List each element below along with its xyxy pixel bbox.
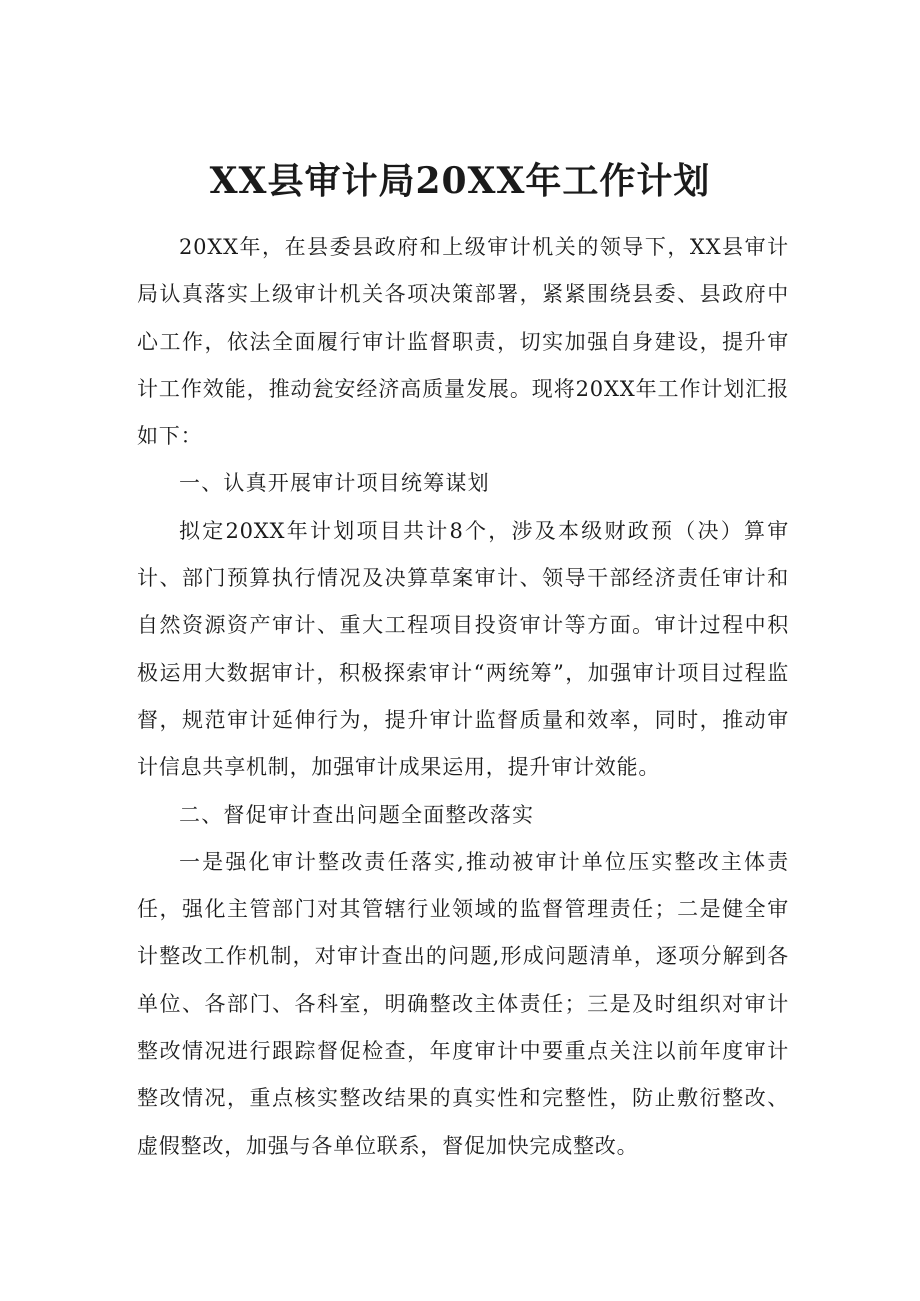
section-1-paragraph: 拟定20XX年计划项目共计8个，涉及本级财政预（决）算审计、部门预算执行情况及决算草案审计、领导干部经济责任审计和自然资源资产审计、重大工程项目投资审计等方面。审计过程中积极运用大数据审计，积极探索审计“两统筹”，加强审计项目过程监督，规范审计延伸行为，提升审计监督质量和效率，同时，推动审计信息共享机制，加强审计成果运用，提升审计效能。 <box>137 518 789 780</box>
document-body <box>137 224 789 1170</box>
intro-paragraph: 20XX年，在县委县政府和上级审计机关的领导下，XX县审计局认真落实上级审计机关各项决策部署，紧紧围绕县委、县政府中心工作，依法全面履行审计监督职责，切实加强自身建设，提升审计工作效能，推动瓮安经济高质量发展。现将20XX年工作计划汇报如下： <box>137 235 789 449</box>
section-1-heading: 一、认真开展审计项目统筹谋划 <box>179 471 490 496</box>
document-title: XX县审计局20XX年工作计划 <box>209 160 711 202</box>
section-2-heading: 二、督促审计查出问题全面整改落实 <box>179 802 535 827</box>
section-2-paragraph: 一是强化审计整改责任落实,推动被审计单位压实整改主体责任，强化主管部门对其管辖行业领域的监督管理责任；二是健全审计整改工作机制，对审计查出的问题,形成问题清单，逐项分解到各单位、各部门、各科室，明确整改主体责任；三是及时组织对审计整改情况进行跟踪督促检查，年度审计中要重点关注以前年度审计整改情况，重点核实整改结果的真实性和完整性，防止敷衍整改、虚假整改，加强与各单位联系，督促加快完成整改。 <box>137 849 789 1158</box>
